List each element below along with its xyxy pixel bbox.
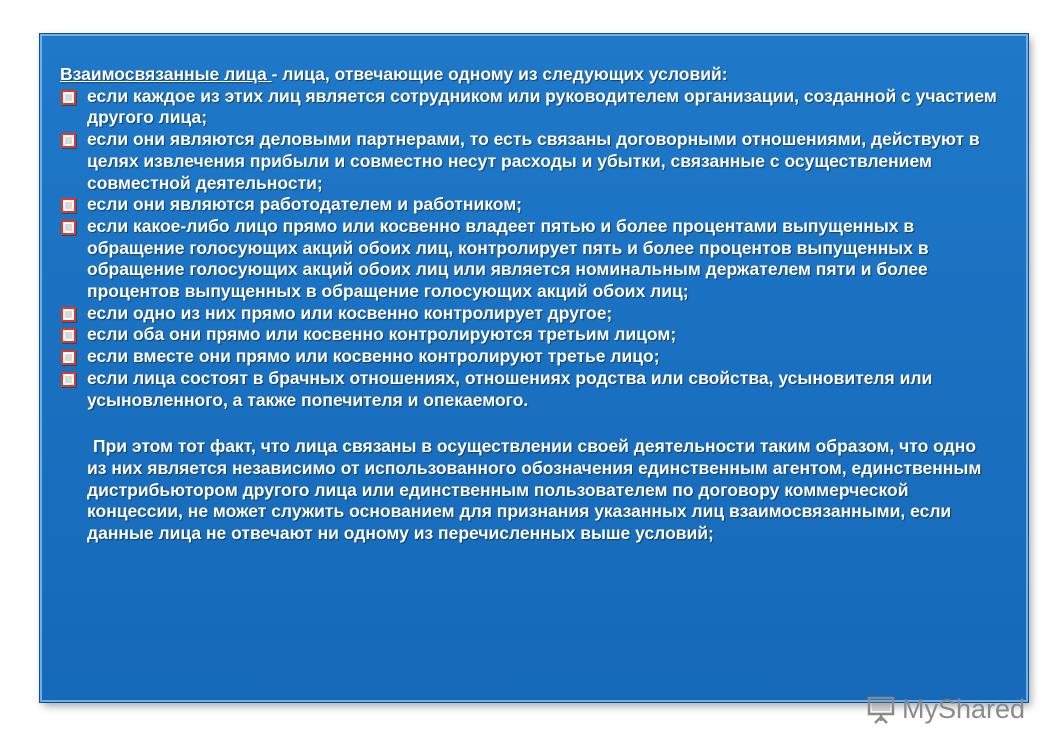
list-item (60, 194, 998, 216)
square-bullet-icon (61, 372, 76, 387)
condition-text: если лица состоят в брачных отношениях, отношениях родства или свойства, усыновителя или усыновленного, а также попечителя и опекаемого. (87, 367, 933, 410)
list-item (60, 129, 998, 194)
presentation-board-icon (866, 695, 896, 725)
conditions-list (60, 86, 998, 412)
square-bullet-icon (61, 198, 76, 213)
list-item (60, 368, 998, 411)
myshared-watermark (866, 694, 1025, 725)
definition-intro: - лица, отвечающие одному из следующих условий: (271, 64, 728, 84)
square-bullet-icon (61, 90, 76, 105)
condition-text: если одно из них прямо или косвенно контролирует другое; (87, 302, 613, 323)
list-item (60, 303, 998, 325)
square-bullet-icon (61, 328, 76, 343)
list-item (60, 216, 998, 303)
square-bullet-icon (61, 220, 76, 235)
content-panel (40, 34, 1028, 702)
square-bullet-icon (61, 307, 76, 322)
closing-note: При этом тот факт, что лица связаны в осуществлении своей деятельности таким образом, что одно из них является независимо от использованного обозначения единственным агентом, единственным дистрибьютором другого лица или единственным пользователем по договору коммерческой концессии, не может служить основанием для признания указанных лиц взаимосвязанными, если данные лица не отвечают ни одному из перечисленных выше условий; (87, 436, 982, 544)
content-text (60, 64, 998, 545)
condition-text: если каждое из этих лиц является сотрудником или руководителем организации, созданной с участием другого лица; (87, 85, 997, 128)
watermark-text: MyShared (902, 694, 1026, 724)
square-bullet-icon (61, 350, 76, 365)
condition-text: если оба они прямо или косвенно контролируются третьим лицом; (87, 324, 677, 345)
defined-term: Взаимосвязанные лица (60, 64, 272, 84)
condition-text: если вместе они прямо или косвенно контролируют третье лицо; (87, 346, 660, 367)
condition-text: если какое-либо лицо прямо или косвенно владеет пятью и более процентами выпущенных в обращение голосующих акций обоих лиц, контролирует пять и более процентов выпущенных в обращение голосующих акций обоих лиц или является номинальным держателем пяти и более процентов выпущенных в обращение голосующих акций обоих лиц; (87, 215, 929, 302)
square-bullet-icon (61, 133, 76, 148)
list-item (60, 346, 998, 368)
condition-text: если они являются работодателем и работником; (87, 194, 522, 215)
list-item (60, 86, 998, 129)
list-item (60, 324, 998, 346)
definition-heading (60, 64, 998, 86)
condition-text: если они являются деловыми партнерами, то есть связаны договорными отношениями, действуют в целях извлечения прибыли и совместно несут расходы и убытки, связанные с осуществлением совместной деятельности; (87, 129, 980, 193)
